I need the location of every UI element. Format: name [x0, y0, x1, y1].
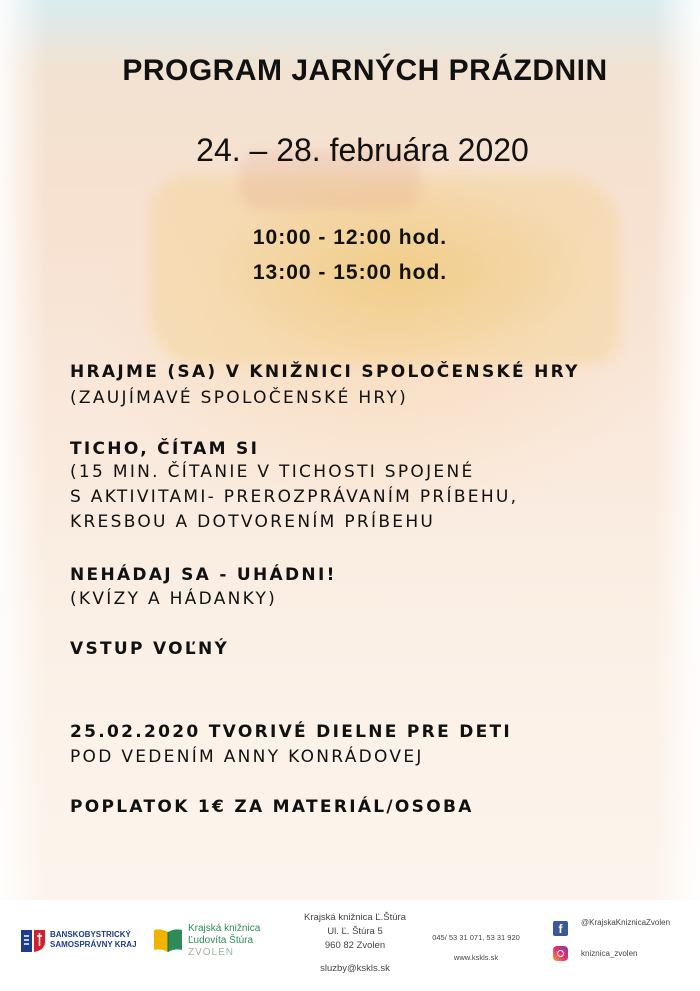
event-dates: 24. – 28. februára 2020 [196, 132, 529, 168]
instagram-handle[interactable]: kniznica_zvolen [581, 949, 638, 958]
program-heading: HRAJME (SA) V KNIŽNICI SPOLOČENSKÉ HRY [70, 362, 580, 382]
library-logo-city: ZVOLEN [188, 947, 235, 958]
poster-title: PROGRAM JARNÝCH PRÁZDNIN [122, 54, 608, 87]
entry-note: VSTUP VOĽNÝ [70, 639, 230, 659]
phone-number: 045/ 53 31 071, 53 31 920 [432, 933, 520, 942]
instagram-icon[interactable] [553, 946, 568, 961]
facebook-handle[interactable]: @KrajskaKniznicaZvolen [581, 918, 671, 927]
program-detail: (15 MIN. ČÍTANIE V TICHOSTI SPOJENÉ [70, 462, 475, 482]
time-slot: 13:00 - 15:00 hod. [252, 261, 448, 284]
workshop-fee: POPLATOK 1€ ZA MATERIÁL/OSOBA [70, 797, 474, 817]
email-link[interactable]: sluzby@kskls.sk [320, 963, 390, 974]
time-slot: 10:00 - 12:00 hod. [252, 226, 448, 249]
address-line: Ul. Ľ. Štúra 5 [327, 926, 383, 937]
region-logo-line: BANSKOBYSTRICKÝ [50, 930, 131, 939]
region-logo-line: SAMOSPRÁVNY KRAJ [50, 940, 137, 949]
program-detail: KRESBOU A DOTVORENÍM PRÍBEHU [70, 512, 436, 532]
workshop-heading: 25.02.2020 TVORIVÉ DIELNE PRE DETI [70, 722, 513, 742]
program-heading: NEHÁDAJ SA - UHÁDNI! [70, 565, 337, 585]
program-detail: (ZAUJÍMAVÉ SPOLOČENSKÉ HRY) [70, 388, 409, 408]
region-crest-icon [20, 928, 46, 954]
workshop-detail: POD VEDENÍM ANNY KONRÁDOVEJ [70, 747, 424, 767]
website-link[interactable]: www.kskls.sk [453, 953, 499, 962]
address-line: Krajská knižnica Ľ.Štúra [304, 912, 406, 923]
facebook-icon[interactable]: f [553, 921, 568, 936]
library-address [280, 911, 430, 953]
footer [0, 900, 700, 991]
library-logo-line: Krajská knižnica [188, 923, 261, 934]
program-heading: TICHO, ČÍTAM SI [70, 439, 260, 459]
book-icon [152, 924, 184, 956]
library-logo-line: Ľudovíta Štúra [188, 935, 254, 946]
library-logo-text [188, 923, 260, 959]
address-line: 960 82 Zvolen [324, 940, 386, 951]
program-detail: (KVÍZY A HÁDANKY) [70, 589, 278, 609]
region-logo-text [50, 930, 137, 950]
program-detail: S AKTIVITAMI- PREROZPRÁVANÍM PRÍBEHU, [70, 487, 519, 507]
